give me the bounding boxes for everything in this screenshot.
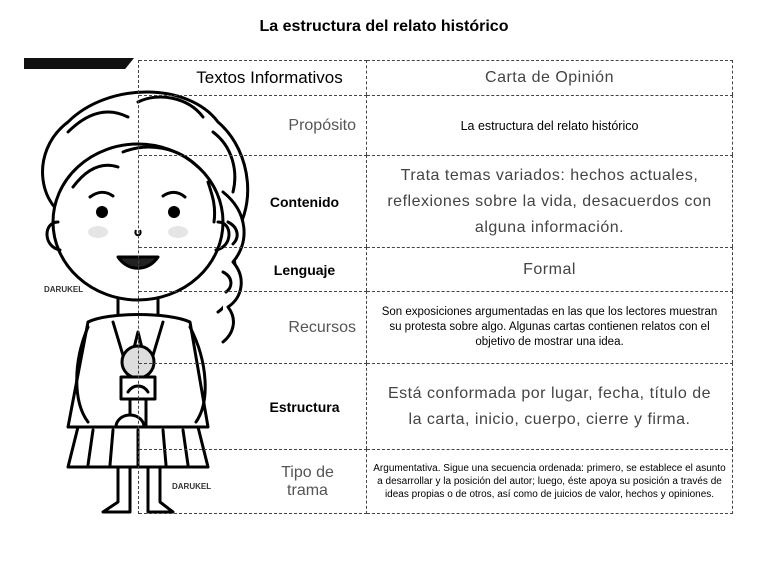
row-value-carta-de-opinion: Carta de Opinión xyxy=(367,60,733,95)
watermark-text-2: DARUKEL xyxy=(172,482,212,491)
row-value-lenguaje: Formal xyxy=(367,247,733,291)
row-value-proposito: La estructura del relato histórico xyxy=(367,95,733,155)
row-value-contenido: Trata temas variados: hechos actuales, reflexiones sobre la vida, desacuerdos con alguna información. xyxy=(367,155,733,247)
watermark-text: DARUKEL xyxy=(44,285,84,294)
row-value-tipo-de-trama: Argumentativa. Sigue una secuencia ordenada: primero, se establece el asunto a desarrollar y la posición del autor; luego, éste apoya su posición a través de ideas propias o de otros, así como de juicios de valor, hechos y opiniones. xyxy=(367,449,733,514)
row-label-proposito: Propósito xyxy=(139,95,367,155)
info-table xyxy=(138,60,732,514)
row-label-lenguaje: Lenguaje xyxy=(139,247,367,291)
watermark-logo xyxy=(44,285,83,294)
decorative-bar xyxy=(24,58,134,69)
row-label-tipo-de-trama: Tipo de trama xyxy=(139,449,367,514)
row-label-textos-informativos: Textos Informativos xyxy=(139,60,367,95)
row-label-estructura: Estructura xyxy=(139,363,367,449)
row-label-recursos: Recursos xyxy=(139,291,367,363)
row-value-estructura: Está conformada por lugar, fecha, título de la carta, inicio, cuerpo, cierre y firma. xyxy=(367,363,733,449)
row-label-contenido: Contenido xyxy=(139,155,367,247)
page-title: La estructura del relato histórico xyxy=(259,18,509,35)
row-value-recursos: Son exposiciones argumentadas en las que los lectores muestran su protesta sobre algo. Algunas cartas contienen relatos con el objetivo de mostrar una idea. xyxy=(367,291,733,363)
